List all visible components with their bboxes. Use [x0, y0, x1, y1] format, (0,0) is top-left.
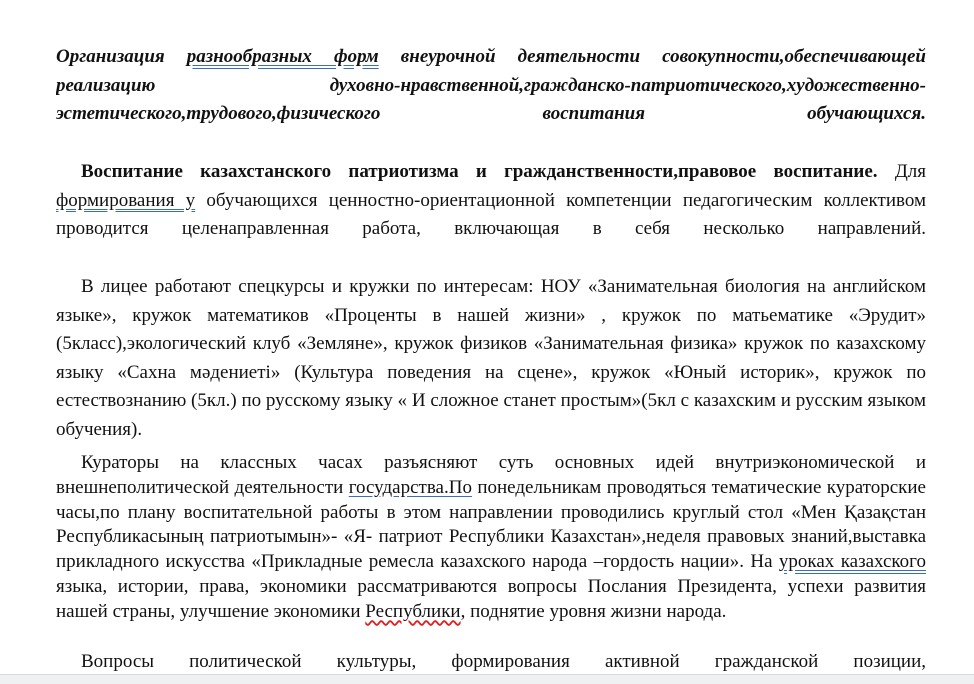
curators-underlined-2: уроках казахского [778, 551, 926, 573]
section-heading [56, 43, 926, 129]
curators-underlined-1: государства.По [348, 476, 472, 498]
document-page [56, 0, 926, 684]
paragraph-curators [56, 451, 926, 625]
heading-text-1: Организация [56, 46, 187, 67]
paragraph-politics: Вопросы политической культуры, формирования активной гражданской позиции, [81, 651, 926, 672]
curators-text-1: Кураторы на классных часах разъясняют суть основных идей внутриэкономической и внешнеполитической деятельности [56, 452, 926, 498]
page-bottom-edge [0, 674, 974, 684]
curators-spellcheck-word: Республики [365, 600, 461, 622]
paragraph-patriotism [56, 158, 926, 244]
curators-text-4: , поднятие уровня жизни народа. [460, 600, 727, 622]
paragraph-clubs: В лицее работают спецкурсы и кружки по интересам: НОУ «Занимательная биология на английском языке», кружок математиков «Проценты в нашей жизни» , кружок по матьематике «Эрудит» (5класс),экологический клуб «Земляне», кружок физиков «Занимательная физика» кружок по казахскому языку «Сахна мәдениеті» (Культура поведения на сцене», кружок «Юный историк», кружок по естествознанию (5кл.) по русскому языку « И сложное станет простым»(5кл с казахским и русским языком обучения). [56, 276, 926, 440]
heading-underlined-phrase: разнообразных форм [186, 46, 379, 67]
heading-text-2: внеурочной деятельности совокупности,обеспечивающей реализацию духовно-нравственной,гражданско-патриотического,художественно-эстетического,трудового,физического воспитания обучающихся. [56, 46, 926, 125]
paragraph-bold-title: Воспитание казахстанского патриотизма и гражданственности,правовое воспитание. [81, 161, 878, 182]
curators-text-2: понедельникам проводяться тематические кураторские часы,по плану воспитательной работы в этом направлении проводились круглый стол «Мен Қазақстан Республикасының патриотымын»- «Я- патриот Республики Казахстан»,неделя правовых знаний,выставка прикладного искусства «Прикладные ремесла казахского народа –гордость нации». На [56, 476, 926, 573]
paragraph-text-2: обучающихся ценностно-ориентационной компетенции педагогическим коллективом проводится целенаправленная работа, включающая в себя несколько направлений. [56, 189, 926, 239]
paragraph-text-1: Для [877, 161, 926, 182]
paragraph-underlined-phrase: формирования у [56, 189, 196, 211]
curators-text-3: языка, истории, права, экономики рассматриваются вопросы Послания Президента, успехи развития нашей страны, улучшение экономики [56, 575, 926, 622]
